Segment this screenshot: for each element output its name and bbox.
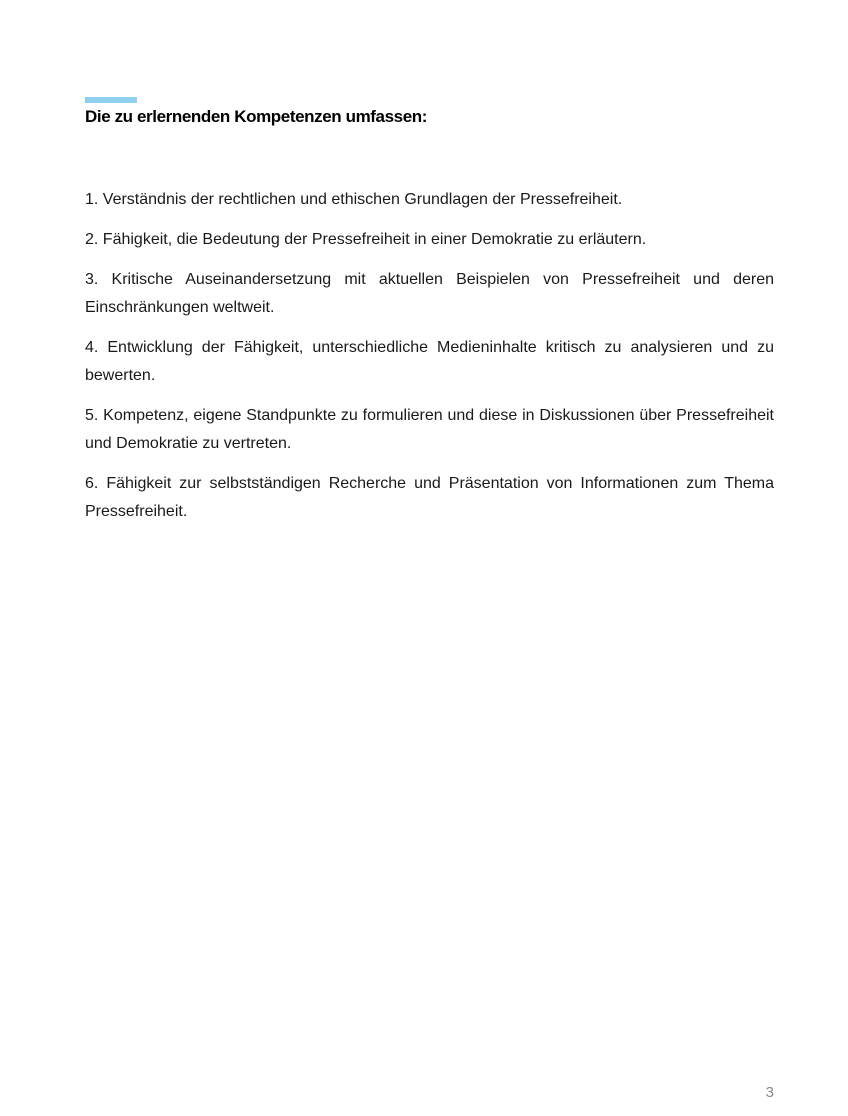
- competency-list: [85, 186, 774, 538]
- heading-accent-bar: [85, 97, 137, 103]
- list-item: 2. Fähigkeit, die Bedeutung der Pressefreiheit in einer Demokratie zu erläutern.: [85, 231, 647, 248]
- list-item: 6. Fähigkeit zur selbstständigen Recherche und Präsentation von Informationen zum Thema Pressefreiheit.: [85, 475, 774, 520]
- list-item: 5. Kompetenz, eigene Standpunkte zu formulieren und diese in Diskussionen über Pressefreiheit und Demokratie zu vertreten.: [85, 407, 774, 452]
- list-item: 3. Kritische Auseinandersetzung mit aktuellen Beispielen von Pressefreiheit und deren Einschränkungen weltweit.: [85, 271, 774, 316]
- list-item: 1. Verständnis der rechtlichen und ethischen Grundlagen der Pressefreiheit.: [85, 191, 623, 208]
- list-item: 4. Entwicklung der Fähigkeit, unterschiedliche Medieninhalte kritisch zu analysieren und zu bewerten.: [85, 339, 774, 384]
- page-number: 3: [765, 1084, 774, 1101]
- section-heading: Die zu erlernenden Kompetenzen umfassen:: [85, 107, 428, 126]
